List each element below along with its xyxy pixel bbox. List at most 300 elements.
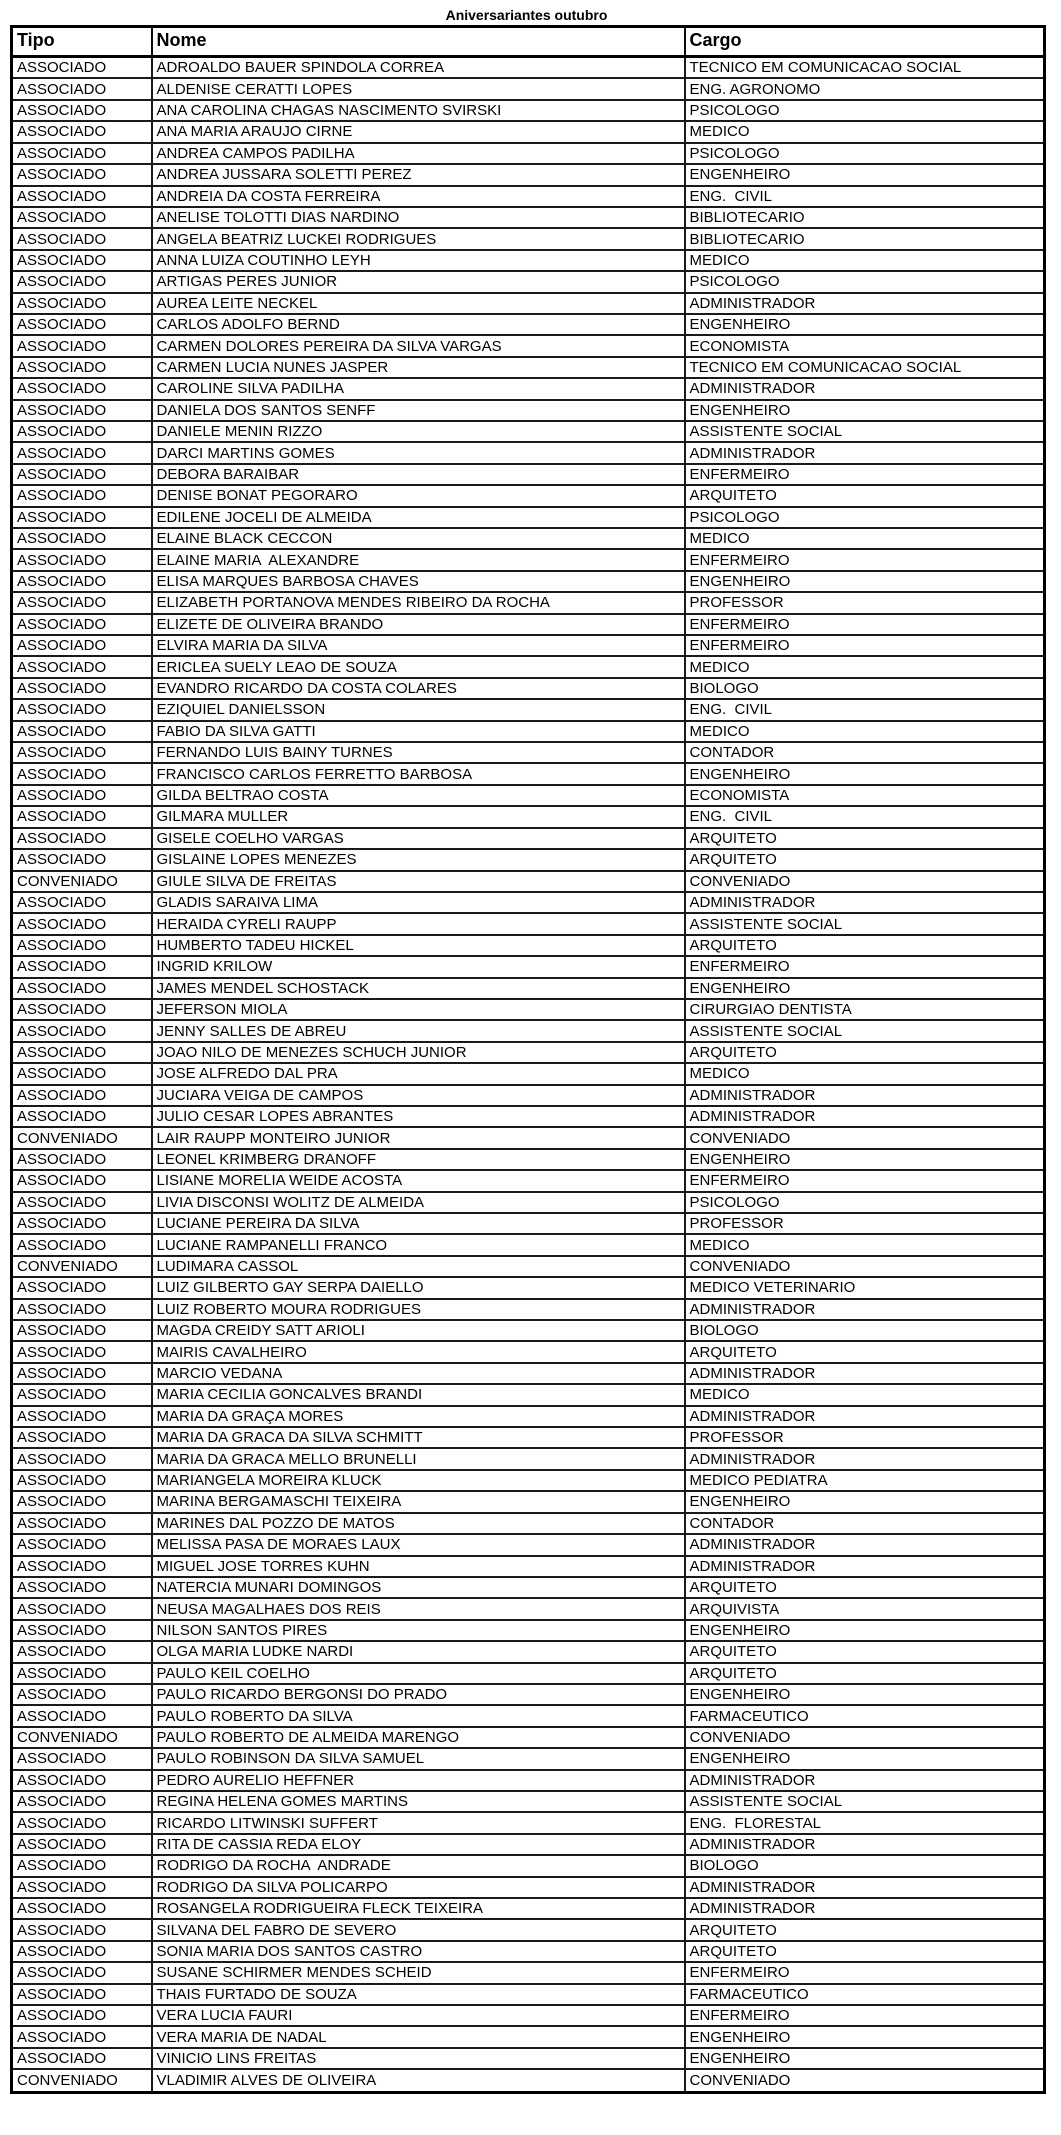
table-row [12, 592, 1045, 613]
cell-cargo: ADMINISTRADOR [685, 892, 1045, 913]
table-row [12, 2005, 1045, 2026]
cell-cargo: ENFERMEIRO [685, 1962, 1045, 1983]
cell-tipo: CONVENIADO [12, 1256, 152, 1277]
table-row [12, 1919, 1045, 1940]
cell-tipo: ASSOCIADO [12, 721, 152, 742]
table-row [12, 1213, 1045, 1234]
cell-cargo: CIRURGIAO DENTISTA [685, 999, 1045, 1020]
table-row [12, 892, 1045, 913]
table-row [12, 1491, 1045, 1512]
cell-nome: DANIELE MENIN RIZZO [152, 421, 685, 442]
cell-nome: EZIQUIEL DANIELSSON [152, 699, 685, 720]
cell-nome: JENNY SALLES DE ABREU [152, 1020, 685, 1041]
table-row [12, 143, 1045, 164]
cell-nome: LAIR RAUPP MONTEIRO JUNIOR [152, 1127, 685, 1148]
column-header-cargo: Cargo [685, 27, 1045, 57]
table-row [12, 1192, 1045, 1213]
cell-cargo: ENGENHEIRO [685, 571, 1045, 592]
cell-cargo: ENGENHEIRO [685, 1684, 1045, 1705]
cell-tipo: ASSOCIADO [12, 1470, 152, 1491]
table-row [12, 57, 1045, 79]
cell-tipo: ASSOCIADO [12, 1684, 152, 1705]
table-row [12, 1234, 1045, 1255]
table-row [12, 1641, 1045, 1662]
cell-cargo: MEDICO VETERINARIO [685, 1277, 1045, 1298]
cell-tipo: ASSOCIADO [12, 1705, 152, 1726]
cell-cargo: CONVENIADO [685, 1127, 1045, 1148]
cell-tipo: ASSOCIADO [12, 335, 152, 356]
table-row [12, 1855, 1045, 1876]
cell-nome: LISIANE MORELIA WEIDE ACOSTA [152, 1170, 685, 1191]
cell-tipo: ASSOCIADO [12, 978, 152, 999]
cell-tipo: ASSOCIADO [12, 250, 152, 271]
cell-tipo: ASSOCIADO [12, 1170, 152, 1191]
cell-tipo: ASSOCIADO [12, 1192, 152, 1213]
cell-cargo: PROFESSOR [685, 1427, 1045, 1448]
cell-tipo: ASSOCIADO [12, 1748, 152, 1769]
table-row [12, 828, 1045, 849]
cell-cargo: ADMINISTRADOR [685, 1363, 1045, 1384]
cell-nome: LUDIMARA CASSOL [152, 1256, 685, 1277]
cell-tipo: ASSOCIADO [12, 1513, 152, 1534]
cell-nome: LEONEL KRIMBERG DRANOFF [152, 1149, 685, 1170]
cell-nome: ROSANGELA RODRIGUEIRA FLECK TEIXEIRA [152, 1898, 685, 1919]
cell-tipo: ASSOCIADO [12, 1277, 152, 1298]
cell-tipo: ASSOCIADO [12, 143, 152, 164]
cell-nome: SILVANA DEL FABRO DE SEVERO [152, 1919, 685, 1940]
cell-tipo: ASSOCIADO [12, 507, 152, 528]
table-row [12, 207, 1045, 228]
table-row [12, 2026, 1045, 2047]
cell-nome: NILSON SANTOS PIRES [152, 1620, 685, 1641]
cell-cargo: ADMINISTRADOR [685, 1406, 1045, 1427]
cell-nome: PAULO ROBERTO DE ALMEIDA MARENGO [152, 1727, 685, 1748]
table-row [12, 1427, 1045, 1448]
cell-tipo: ASSOCIADO [12, 485, 152, 506]
cell-tipo: ASSOCIADO [12, 1491, 152, 1512]
table-row [12, 1556, 1045, 1577]
cell-nome: GLADIS SARAIVA LIMA [152, 892, 685, 913]
cell-cargo: MEDICO [685, 528, 1045, 549]
cell-cargo: ADMINISTRADOR [685, 1834, 1045, 1855]
cell-nome: AUREA LEITE NECKEL [152, 293, 685, 314]
table-row [12, 1513, 1045, 1534]
cell-tipo: ASSOCIADO [12, 1598, 152, 1619]
cell-tipo: ASSOCIADO [12, 164, 152, 185]
table-row [12, 1684, 1045, 1705]
cell-cargo: PSICOLOGO [685, 507, 1045, 528]
table-row [12, 1620, 1045, 1641]
table-row [12, 763, 1045, 784]
cell-tipo: ASSOCIADO [12, 892, 152, 913]
table-row [12, 1127, 1045, 1148]
cell-tipo: ASSOCIADO [12, 678, 152, 699]
cell-nome: MELISSA PASA DE MORAES LAUX [152, 1534, 685, 1555]
cell-nome: LUCIANE PEREIRA DA SILVA [152, 1213, 685, 1234]
table-row [12, 1277, 1045, 1298]
cell-cargo: PSICOLOGO [685, 1192, 1045, 1213]
cell-cargo: ADMINISTRADOR [685, 1898, 1045, 1919]
cell-nome: PAULO RICARDO BERGONSI DO PRADO [152, 1684, 685, 1705]
table-row [12, 678, 1045, 699]
table-row [12, 507, 1045, 528]
cell-nome: VERA MARIA DE NADAL [152, 2026, 685, 2047]
cell-tipo: ASSOCIADO [12, 614, 152, 635]
cell-tipo: ASSOCIADO [12, 207, 152, 228]
cell-nome: GILDA BELTRAO COSTA [152, 785, 685, 806]
cell-nome: ELAINE MARIA ALEXANDRE [152, 549, 685, 570]
cell-nome: MARINA BERGAMASCHI TEIXEIRA [152, 1491, 685, 1512]
cell-nome: JEFERSON MIOLA [152, 999, 685, 1020]
cell-cargo: CONVENIADO [685, 1727, 1045, 1748]
cell-cargo: MEDICO [685, 1234, 1045, 1255]
cell-tipo: ASSOCIADO [12, 549, 152, 570]
cell-nome: GISLAINE LOPES MENEZES [152, 849, 685, 870]
cell-cargo: ENGENHEIRO [685, 164, 1045, 185]
table-row [12, 228, 1045, 249]
cell-nome: LUCIANE RAMPANELLI FRANCO [152, 1234, 685, 1255]
cell-tipo: ASSOCIADO [12, 1941, 152, 1962]
table-row [12, 1791, 1045, 1812]
cell-tipo: ASSOCIADO [12, 442, 152, 463]
cell-cargo: ENG. CIVIL [685, 186, 1045, 207]
cell-cargo: PROFESSOR [685, 1213, 1045, 1234]
cell-tipo: ASSOCIADO [12, 1534, 152, 1555]
cell-tipo: ASSOCIADO [12, 1791, 152, 1812]
table-row [12, 1042, 1045, 1063]
cell-nome: ELAINE BLACK CECCON [152, 528, 685, 549]
cell-nome: ALDENISE CERATTI LOPES [152, 78, 685, 99]
cell-tipo: CONVENIADO [12, 871, 152, 892]
table-row [12, 1384, 1045, 1405]
table-row [12, 1962, 1045, 1983]
cell-cargo: BIBLIOTECARIO [685, 207, 1045, 228]
cell-cargo: ENFERMEIRO [685, 549, 1045, 570]
column-header-nome: Nome [152, 27, 685, 57]
page-title: Aniversariantes outubro [445, 7, 608, 23]
cell-nome: ELVIRA MARIA DA SILVA [152, 635, 685, 656]
cell-tipo: ASSOCIADO [12, 1877, 152, 1898]
table-row [12, 250, 1045, 271]
cell-tipo: ASSOCIADO [12, 378, 152, 399]
cell-nome: CARLOS ADOLFO BERND [152, 314, 685, 335]
cell-tipo: ASSOCIADO [12, 421, 152, 442]
cell-tipo: ASSOCIADO [12, 1341, 152, 1362]
table-row [12, 1663, 1045, 1684]
table-body [12, 57, 1045, 2093]
cell-cargo: ARQUITETO [685, 1042, 1045, 1063]
cell-nome: VLADIMIR ALVES DE OLIVEIRA [152, 2069, 685, 2092]
cell-cargo: ARQUITETO [685, 1641, 1045, 1662]
cell-cargo: ASSISTENTE SOCIAL [685, 1020, 1045, 1041]
table-row [12, 978, 1045, 999]
cell-cargo: CONVENIADO [685, 2069, 1045, 2092]
table-row [12, 1448, 1045, 1469]
cell-cargo: ENGENHEIRO [685, 314, 1045, 335]
cell-cargo: ECONOMISTA [685, 785, 1045, 806]
table-row [12, 571, 1045, 592]
cell-cargo: CONVENIADO [685, 871, 1045, 892]
table-row [12, 2069, 1045, 2092]
table-row [12, 186, 1045, 207]
cell-nome: VINICIO LINS FREITAS [152, 2048, 685, 2069]
cell-nome: ARTIGAS PERES JUNIOR [152, 271, 685, 292]
cell-cargo: ARQUITETO [685, 849, 1045, 870]
cell-nome: FRANCISCO CARLOS FERRETTO BARBOSA [152, 763, 685, 784]
cell-nome: HERAIDA CYRELI RAUPP [152, 913, 685, 934]
table-row [12, 1834, 1045, 1855]
cell-nome: ANDREA CAMPOS PADILHA [152, 143, 685, 164]
cell-tipo: ASSOCIADO [12, 1962, 152, 1983]
cell-nome: ELIZETE DE OLIVEIRA BRANDO [152, 614, 685, 635]
cell-cargo: ENG. CIVIL [685, 699, 1045, 720]
cell-tipo: ASSOCIADO [12, 1855, 152, 1876]
cell-cargo: ADMINISTRADOR [685, 1556, 1045, 1577]
cell-nome: EDILENE JOCELI DE ALMEIDA [152, 507, 685, 528]
cell-nome: MARIA DA GRACA MELLO BRUNELLI [152, 1448, 685, 1469]
cell-cargo: ENGENHEIRO [685, 1748, 1045, 1769]
cell-nome: MARCIO VEDANA [152, 1363, 685, 1384]
cell-cargo: TECNICO EM COMUNICACAO SOCIAL [685, 57, 1045, 79]
cell-cargo: ADMINISTRADOR [685, 293, 1045, 314]
cell-cargo: ENFERMEIRO [685, 635, 1045, 656]
cell-cargo: PROFESSOR [685, 592, 1045, 613]
cell-nome: ELIZABETH PORTANOVA MENDES RIBEIRO DA ROCHA [152, 592, 685, 613]
table-row [12, 785, 1045, 806]
cell-tipo: ASSOCIADO [12, 271, 152, 292]
table-row [12, 1149, 1045, 1170]
cell-nome: HUMBERTO TADEU HICKEL [152, 935, 685, 956]
cell-tipo: ASSOCIADO [12, 785, 152, 806]
cell-tipo: ASSOCIADO [12, 1213, 152, 1234]
cell-cargo: ASSISTENTE SOCIAL [685, 1791, 1045, 1812]
cell-cargo: CONTADOR [685, 1513, 1045, 1534]
table-row [12, 1363, 1045, 1384]
cell-tipo: ASSOCIADO [12, 357, 152, 378]
cell-cargo: ADMINISTRADOR [685, 1106, 1045, 1127]
cell-nome: DANIELA DOS SANTOS SENFF [152, 400, 685, 421]
cell-cargo: BIOLOGO [685, 1320, 1045, 1341]
table-row [12, 913, 1045, 934]
table-row [12, 699, 1045, 720]
cell-nome: GILMARA MULLER [152, 806, 685, 827]
cell-cargo: ARQUITETO [685, 1941, 1045, 1962]
cell-tipo: ASSOCIADO [12, 57, 152, 79]
cell-nome: FABIO DA SILVA GATTI [152, 721, 685, 742]
cell-tipo: ASSOCIADO [12, 1020, 152, 1041]
cell-cargo: ENFERMEIRO [685, 1170, 1045, 1191]
table-row [12, 528, 1045, 549]
cell-tipo: ASSOCIADO [12, 849, 152, 870]
cell-tipo: ASSOCIADO [12, 1984, 152, 2005]
cell-tipo: ASSOCIADO [12, 913, 152, 934]
cell-nome: ANA CAROLINA CHAGAS NASCIMENTO SVIRSKI [152, 100, 685, 121]
table-header [12, 27, 1045, 57]
cell-nome: ANDREIA DA COSTA FERREIRA [152, 186, 685, 207]
cell-tipo: ASSOCIADO [12, 293, 152, 314]
cell-nome: MARIA DA GRAÇA MORES [152, 1406, 685, 1427]
cell-nome: OLGA MARIA LUDKE NARDI [152, 1641, 685, 1662]
cell-tipo: ASSOCIADO [12, 1299, 152, 1320]
cell-tipo: ASSOCIADO [12, 1042, 152, 1063]
table-row [12, 164, 1045, 185]
cell-tipo: ASSOCIADO [12, 78, 152, 99]
cell-cargo: FARMACEUTICO [685, 1984, 1045, 2005]
cell-nome: MARIANGELA MOREIRA KLUCK [152, 1470, 685, 1491]
cell-nome: JOSE ALFREDO DAL PRA [152, 1063, 685, 1084]
cell-cargo: ARQUITETO [685, 1919, 1045, 1940]
cell-cargo: ARQUITETO [685, 485, 1045, 506]
cell-cargo: FARMACEUTICO [685, 1705, 1045, 1726]
cell-cargo: ARQUITETO [685, 935, 1045, 956]
cell-cargo: ADMINISTRADOR [685, 1534, 1045, 1555]
cell-nome: RODRIGO DA ROCHA ANDRADE [152, 1855, 685, 1876]
cell-nome: JUCIARA VEIGA DE CAMPOS [152, 1085, 685, 1106]
cell-nome: PAULO KEIL COELHO [152, 1663, 685, 1684]
cell-tipo: CONVENIADO [12, 2069, 152, 2092]
table-row [12, 1470, 1045, 1491]
cell-cargo: PSICOLOGO [685, 143, 1045, 164]
cell-nome: CARMEN DOLORES PEREIRA DA SILVA VARGAS [152, 335, 685, 356]
cell-nome: ELISA MARQUES BARBOSA CHAVES [152, 571, 685, 592]
table-row [12, 357, 1045, 378]
table-row [12, 871, 1045, 892]
cell-nome: CAROLINE SILVA PADILHA [152, 378, 685, 399]
cell-nome: ANDREA JUSSARA SOLETTI PEREZ [152, 164, 685, 185]
cell-cargo: MEDICO [685, 721, 1045, 742]
cell-nome: RODRIGO DA SILVA POLICARPO [152, 1877, 685, 1898]
table-row [12, 1085, 1045, 1106]
cell-tipo: ASSOCIADO [12, 1812, 152, 1833]
table-row [12, 1577, 1045, 1598]
table-row [12, 1727, 1045, 1748]
table-row [12, 999, 1045, 1020]
table-row [12, 314, 1045, 335]
cell-cargo: ARQUITETO [685, 828, 1045, 849]
table-row [12, 1941, 1045, 1962]
cell-cargo: ENG. FLORESTAL [685, 1812, 1045, 1833]
cell-tipo: ASSOCIADO [12, 1663, 152, 1684]
cell-cargo: CONTADOR [685, 742, 1045, 763]
cell-cargo: ADMINISTRADOR [685, 1299, 1045, 1320]
cell-cargo: MEDICO [685, 656, 1045, 677]
cell-nome: DARCI MARTINS GOMES [152, 442, 685, 463]
cell-nome: MIGUEL JOSE TORRES KUHN [152, 1556, 685, 1577]
cell-tipo: ASSOCIADO [12, 186, 152, 207]
table-row [12, 635, 1045, 656]
cell-tipo: ASSOCIADO [12, 2026, 152, 2047]
cell-tipo: ASSOCIADO [12, 121, 152, 142]
cell-cargo: BIOLOGO [685, 678, 1045, 699]
cell-nome: ANA MARIA ARAUJO CIRNE [152, 121, 685, 142]
cell-cargo: CONVENIADO [685, 1256, 1045, 1277]
cell-nome: ADROALDO BAUER SPINDOLA CORREA [152, 57, 685, 79]
cell-tipo: ASSOCIADO [12, 1641, 152, 1662]
cell-nome: ANELISE TOLOTTI DIAS NARDINO [152, 207, 685, 228]
cell-nome: MAIRIS CAVALHEIRO [152, 1341, 685, 1362]
table-row [12, 956, 1045, 977]
cell-nome: EVANDRO RICARDO DA COSTA COLARES [152, 678, 685, 699]
table-row [12, 806, 1045, 827]
table-row [12, 1170, 1045, 1191]
cell-tipo: ASSOCIADO [12, 1556, 152, 1577]
table-row [12, 121, 1045, 142]
cell-tipo: ASSOCIADO [12, 656, 152, 677]
cell-cargo: ARQUITETO [685, 1341, 1045, 1362]
cell-cargo: PSICOLOGO [685, 271, 1045, 292]
cell-tipo: ASSOCIADO [12, 763, 152, 784]
table-row [12, 1063, 1045, 1084]
cell-nome: LIVIA DISCONSI WOLITZ DE ALMEIDA [152, 1192, 685, 1213]
table-row [12, 935, 1045, 956]
cell-tipo: ASSOCIADO [12, 228, 152, 249]
table-row [12, 742, 1045, 763]
cell-tipo: ASSOCIADO [12, 1898, 152, 1919]
cell-nome: SUSANE SCHIRMER MENDES SCHEID [152, 1962, 685, 1983]
cell-cargo: ECONOMISTA [685, 335, 1045, 356]
cell-cargo: ADMINISTRADOR [685, 1770, 1045, 1791]
cell-cargo: MEDICO [685, 121, 1045, 142]
cell-cargo: ENGENHEIRO [685, 1620, 1045, 1641]
table-row [12, 1320, 1045, 1341]
cell-nome: NATERCIA MUNARI DOMINGOS [152, 1577, 685, 1598]
cell-cargo: PSICOLOGO [685, 100, 1045, 121]
cell-tipo: ASSOCIADO [12, 1063, 152, 1084]
cell-tipo: ASSOCIADO [12, 2005, 152, 2026]
cell-cargo: ENFERMEIRO [685, 956, 1045, 977]
table-row [12, 1984, 1045, 2005]
cell-nome: LUIZ ROBERTO MOURA RODRIGUES [152, 1299, 685, 1320]
cell-nome: NEUSA MAGALHAES DOS REIS [152, 1598, 685, 1619]
cell-nome: FERNANDO LUIS BAINY TURNES [152, 742, 685, 763]
cell-cargo: ENG. AGRONOMO [685, 78, 1045, 99]
cell-nome: MAGDA CREIDY SATT ARIOLI [152, 1320, 685, 1341]
cell-nome: MARIA CECILIA GONCALVES BRANDI [152, 1384, 685, 1405]
cell-cargo: ADMINISTRADOR [685, 1877, 1045, 1898]
cell-tipo: CONVENIADO [12, 1127, 152, 1148]
cell-nome: DEBORA BARAIBAR [152, 464, 685, 485]
cell-cargo: ADMINISTRADOR [685, 378, 1045, 399]
table-row [12, 335, 1045, 356]
cell-cargo: ENFERMEIRO [685, 464, 1045, 485]
cell-nome: VERA LUCIA FAURI [152, 2005, 685, 2026]
cell-tipo: ASSOCIADO [12, 1427, 152, 1448]
cell-nome: RITA DE CASSIA REDA ELOY [152, 1834, 685, 1855]
table-row [12, 100, 1045, 121]
table-row [12, 485, 1045, 506]
cell-nome: REGINA HELENA GOMES MARTINS [152, 1791, 685, 1812]
cell-tipo: ASSOCIADO [12, 1770, 152, 1791]
cell-tipo: ASSOCIADO [12, 1363, 152, 1384]
cell-tipo: ASSOCIADO [12, 999, 152, 1020]
cell-nome: JULIO CESAR LOPES ABRANTES [152, 1106, 685, 1127]
cell-cargo: ENFERMEIRO [685, 614, 1045, 635]
cell-tipo: ASSOCIADO [12, 1384, 152, 1405]
cell-tipo: ASSOCIADO [12, 699, 152, 720]
cell-cargo: MEDICO PEDIATRA [685, 1470, 1045, 1491]
cell-tipo: ASSOCIADO [12, 528, 152, 549]
cell-tipo: ASSOCIADO [12, 1834, 152, 1855]
table-row [12, 549, 1045, 570]
cell-cargo: BIOLOGO [685, 1855, 1045, 1876]
table-row [12, 1598, 1045, 1619]
table-row [12, 2048, 1045, 2069]
table-row [12, 614, 1045, 635]
cell-nome: ERICLEA SUELY LEAO DE SOUZA [152, 656, 685, 677]
cell-cargo: ENGENHEIRO [685, 978, 1045, 999]
cell-nome: SONIA MARIA DOS SANTOS CASTRO [152, 1941, 685, 1962]
cell-tipo: ASSOCIADO [12, 592, 152, 613]
